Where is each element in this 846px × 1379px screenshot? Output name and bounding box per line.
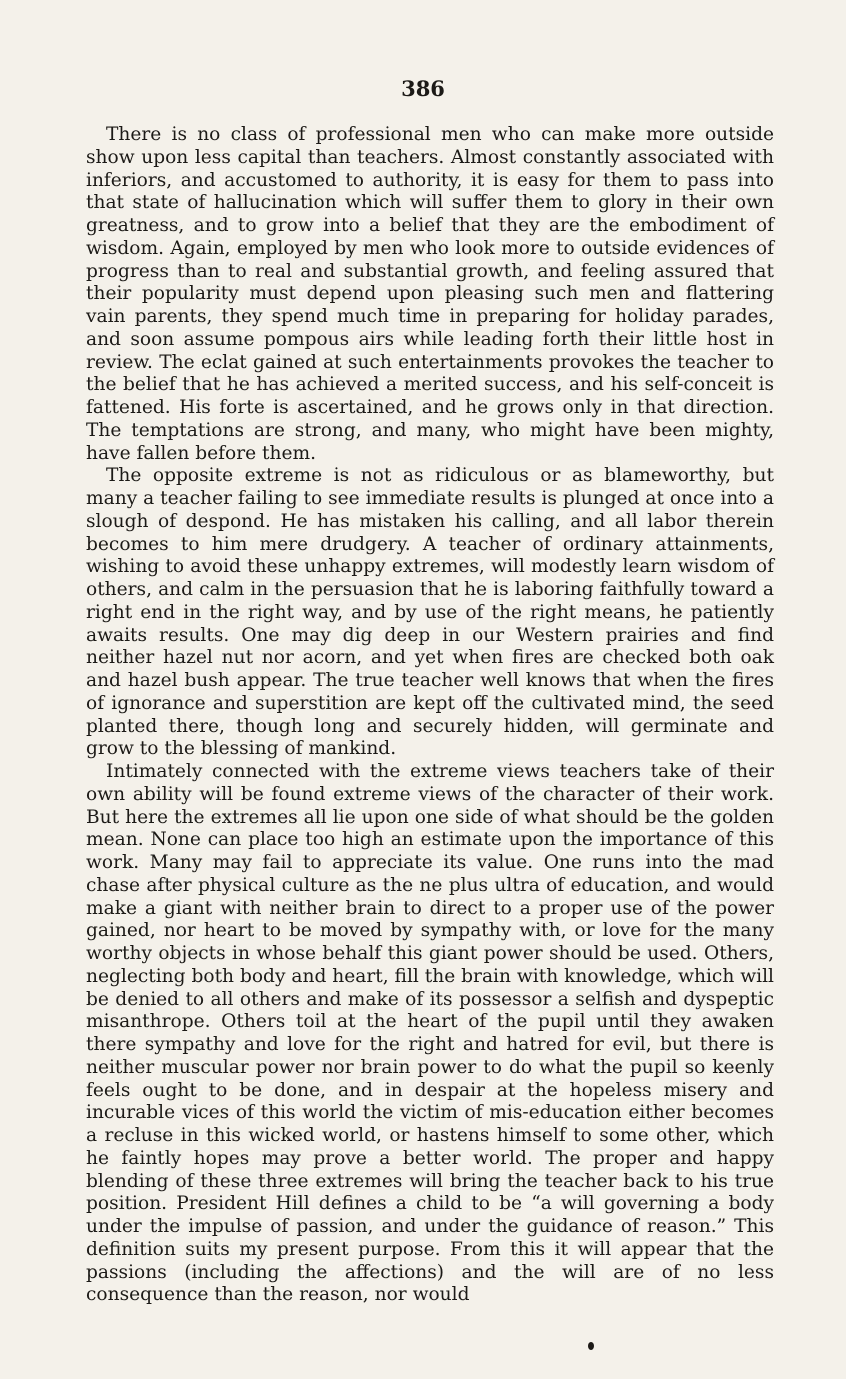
text-body bbox=[86, 124, 774, 1307]
ink-dot bbox=[588, 1342, 594, 1350]
page-number: 386 bbox=[401, 76, 445, 101]
paragraph-1: There is no class of professional men who can make more outside show upon less capital than teachers. Almost constantly associated with inferiors, and accustomed to authority, it is easy for them to pass into that state of hallucination which will suffer them to glory in their own greatness, and to grow into a belief that they are the embodiment of wisdom. Again, employed by men who look more to outside evidences of progress than to real and substantial growth, and feeling assured that their popularity must depend upon pleasing such men and flattering vain parents, they spend much time in preparing for holiday parades, and soon assume pompous airs while leading forth their little host in review. The eclat gained at such entertainments provokes the teacher to the belief that he has achieved a merited success, and his self-conceit is fattened. His forte is ascertained, and he grows only in that direction. The temptations are strong, and many, who might have been mighty, have fallen before them. bbox=[86, 124, 774, 464]
paragraph-3: Intimately connected with the extreme views teachers take of their own ability will be found extreme views of the character of their work. But here the extremes all lie upon one side of what should be the golden mean. None can place too high an estimate upon the importance of this work. Many may fail to appreciate its value. One runs into the mad chase after physical culture as the ne plus ultra of education, and would make a giant with neither brain to direct to a proper use of the power gained, nor heart to be moved by sympathy with, or love for the many worthy objects in whose behalf this giant power should be used. Others, neglecting both body and heart, fill the brain with knowledge, which will be denied to all others and make of its possessor a selfish and dyspeptic misanthrope. Others toil at the heart of the pupil until they awaken there sympathy and love for the right and hatred for evil, but there is neither muscular power nor brain power to do what the pupil so keenly feels ought to be done, and in despair at the hopeless misery and incurable vices of this world the victim of mis-education either becomes a recluse in this wicked world, or hastens himself to some other, which he faintly hopes may prove a better world. The proper and happy blending of these three extremes will bring the teacher back to his true position. President Hill defines a child to be “a will governing a body under the impulse of passion, and under the guidance of reason.” This definition suits my present purpose. From this it will appear that the passions (including the affections) and the will are of no less consequence than the reason, nor would bbox=[86, 761, 774, 1306]
paragraph-2: The opposite extreme is not as ridiculous or as blameworthy, but many a teacher failing to see immediate results is plunged at once into a slough of despond. He has mistaken his calling, and all labor therein becomes to him mere drudgery. A teacher of ordinary attainments, wishing to avoid these unhappy extremes, will modestly learn wisdom of others, and calm in the persuasion that he is laboring faithfully toward a right end in the right way, and by use of the right means, he patiently awaits results. One may dig deep in our Western prairies and find neither hazel nut nor acorn, and yet when fires are checked both oak and hazel bush appear. The true teacher well knows that when the fires of ignorance and superstition are kept off the cultivated mind, the seed planted there, though long and securely hidden, will germinate and grow to the blessing of mankind. bbox=[86, 465, 774, 760]
